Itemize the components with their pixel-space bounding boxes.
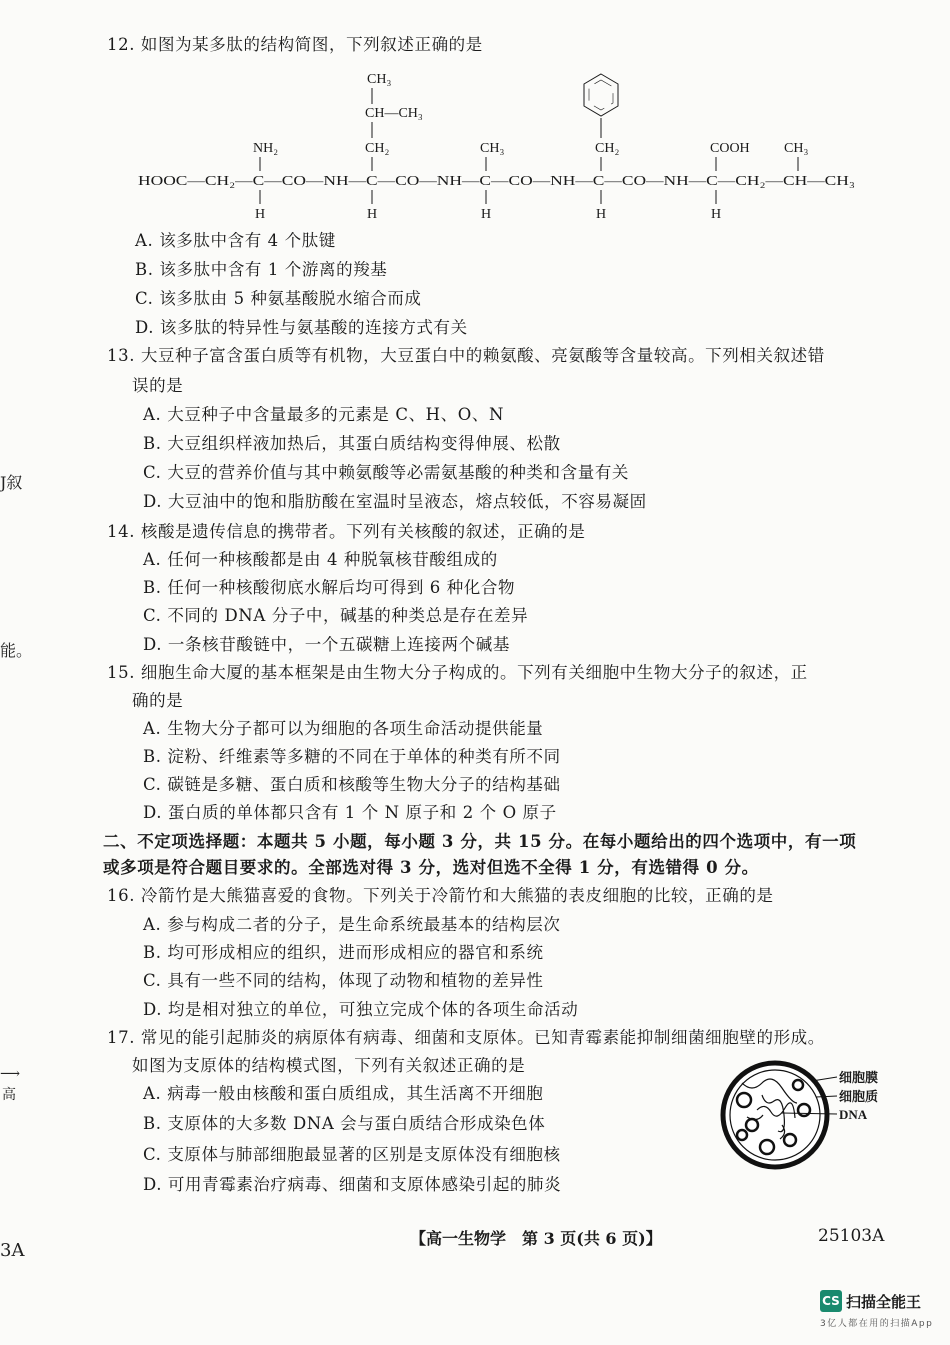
h-atom: H <box>596 207 607 222</box>
ch3-end-group: CH₃ <box>784 141 809 156</box>
camscanner-watermark <box>820 1290 933 1329</box>
option-line: A. 生物大分子都可以为细胞的各项生命活动提供能量 <box>143 719 544 738</box>
option-12a: A. 该多肽中含有 4 个肽键 <box>135 231 336 250</box>
label-dna: DNA <box>839 1107 868 1122</box>
option-line: D. 一条核苷酸链中，一个五碳糖上连接两个碱基 <box>143 635 510 654</box>
option-line: B. 淀粉、纤维素等多糖的不同在于单体的种类有所不同 <box>143 747 561 766</box>
polypeptide-structure <box>0 0 950 230</box>
question-line: 17. 常见的能引起肺炎的病原体有病毒、细菌和支原体。已知青霉素能抑制细菌细胞壁的形成。 <box>107 1028 825 1047</box>
exam-code: 25103A <box>818 1226 885 1246</box>
h-atom: H <box>711 207 722 222</box>
option-line: 如图为支原体的结构模式图，下列有关叙述正确的是 <box>132 1056 526 1075</box>
ch3-group: CH₃ <box>367 72 392 87</box>
question-line: 或多项是符合题目要求的。全部选对得 3 分，选对但选不全得 1 分，有选错得 0 分。 <box>103 858 759 877</box>
option-line: C. 具有一些不同的结构，体现了动物和植物的差异性 <box>143 971 544 990</box>
option-12d: D. 该多肽的特异性与氨基酸的连接方式有关 <box>135 318 468 337</box>
margin-fragment: 高 <box>2 1087 16 1103</box>
arrow-icon: ⟶ <box>0 1066 21 1082</box>
h-atom: H <box>367 207 378 222</box>
option-line: C. 支原体与肺部细胞最显著的区别是支原体没有细胞核 <box>143 1145 561 1164</box>
ch2-group: CH₂ <box>365 141 390 156</box>
option-line: B. 支原体的大多数 DNA 会与蛋白质结合形成染色体 <box>143 1114 546 1133</box>
margin-fragment: 3A <box>0 1240 25 1261</box>
watermark-tagline: 3亿人都在用的扫描App <box>820 1319 934 1329</box>
option-line: 确的是 <box>132 691 184 710</box>
h-atom: H <box>255 207 266 222</box>
option-line: A. 任何一种核酸都是由 4 种脱氧核苷酸组成的 <box>143 550 498 569</box>
cooh-group: COOH <box>710 141 750 156</box>
nh2-group: NH₂ <box>253 141 279 156</box>
ch3-ala-group: CH₃ <box>480 141 505 156</box>
question-line: 14. 核酸是遗传信息的携带者。下列有关核酸的叙述，正确的是 <box>107 522 586 541</box>
h-atom: H <box>481 207 492 222</box>
option-line: C. 碳链是多糖、蛋白质和核酸等生物大分子的结构基础 <box>143 775 561 794</box>
ch2-phe-group: CH₂ <box>595 141 620 156</box>
option-line: D. 均是相对独立的单位，可独立完成个体的各项生命活动 <box>143 1000 579 1019</box>
margin-fragment: 能。 <box>0 641 33 660</box>
question-line: 二、不定项选择题：本题共 5 小题，每小题 3 分，共 15 分。在每小题给出的四个选项中，有一项 <box>103 832 857 851</box>
question-12-title: 12. 如图为某多肽的结构简图，下列叙述正确的是 <box>107 35 483 54</box>
option-line: A. 病毒一般由核酸和蛋白质组成，其生活离不开细胞 <box>143 1084 544 1103</box>
page-footer: 【高一生物学 第 3 页(共 6 页)】 <box>410 1229 662 1248</box>
main-chain: HOOC—CH₂—C—CO—NH—C—CO—NH—C—CO—NH—C—CO—NH—C—CH₂—CH—CH₃ <box>138 174 856 189</box>
option-line: A. 大豆种子中含量最多的元素是 C、H、O、N <box>143 405 505 424</box>
question-line: 16. 冷箭竹是大熊猫喜爱的食物。下列关于冷箭竹和大熊猫的表皮细胞的比较，正确的是 <box>107 886 774 905</box>
option-line: A. 参与构成二者的分子，是生命系统最基本的结构层次 <box>143 915 561 934</box>
option-line: 误的是 <box>132 376 184 395</box>
label-cytoplasm: 细胞质 <box>839 1089 879 1104</box>
margin-fragment: J叙 <box>0 473 23 492</box>
option-line: B. 任何一种核酸彻底水解后均可得到 6 种化合物 <box>143 578 516 597</box>
option-line: C. 不同的 DNA 分子中，碱基的种类总是存在差异 <box>143 606 529 625</box>
watermark-name: 扫描全能王 <box>846 1292 922 1311</box>
mycoplasma-diagram <box>712 1055 912 1175</box>
option-line: B. 均可形成相应的组织，进而形成相应的器官和系统 <box>143 943 544 962</box>
ch-ch3-group: CH—CH₃ <box>365 106 423 121</box>
label-cell-membrane: 细胞膜 <box>839 1070 879 1085</box>
question-line: 13. 大豆种子富含蛋白质等有机物，大豆蛋白中的赖氨酸、亮氨酸等含量较高。下列相关叙述错 <box>107 346 825 365</box>
option-line: D. 蛋白质的单体都只含有 1 个 N 原子和 2 个 O 原子 <box>143 803 557 822</box>
option-12c: C. 该多肽由 5 种氨基酸脱水缩合而成 <box>135 289 422 308</box>
option-line: D. 可用青霉素治疗病毒、细菌和支原体感染引起的肺炎 <box>143 1175 562 1194</box>
question-line: 15. 细胞生命大厦的基本框架是由生物大分子构成的。下列有关细胞中生物大分子的叙述，正 <box>107 663 808 682</box>
option-line: B. 大豆组织样液加热后，其蛋白质结构变得伸展、松散 <box>143 434 561 453</box>
option-12b: B. 该多肽中含有 1 个游离的羧基 <box>135 260 388 279</box>
camscanner-logo: CS <box>820 1290 842 1312</box>
option-line: D. 大豆油中的饱和脂肪酸在室温时呈液态，熔点较低，不容易凝固 <box>143 492 647 511</box>
option-line: C. 大豆的营养价值与其中赖氨酸等必需氨基酸的种类和含量有关 <box>143 463 630 482</box>
